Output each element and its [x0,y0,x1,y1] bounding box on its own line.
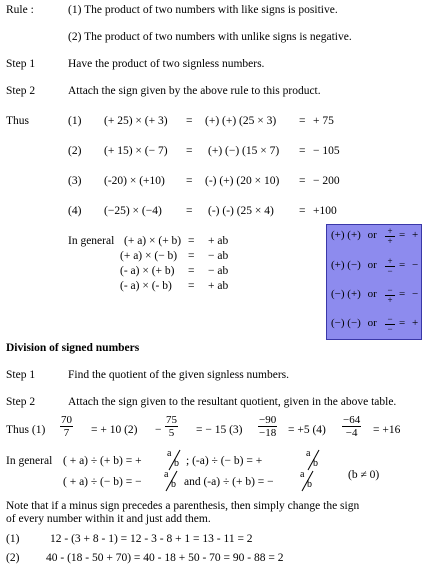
numerator: 70 [61,414,72,426]
example-signs: (-) (-) (25 × 4) [208,205,274,217]
example-expression: (+ 15) × (− 7) [104,145,168,157]
mult-step-1-label: Step 1 [6,58,36,70]
numerator: −64 [343,414,361,426]
example-result: − 105 [313,145,340,157]
sign-pair [331,230,377,241]
sign-pair [331,289,377,300]
general-label: In general [68,235,115,247]
denominator: −4 [342,426,361,439]
sign-result: + [412,317,419,329]
rule-2: (2) The product of two numbers with unlike signs is negative. [68,31,352,43]
general-result: + ab [208,280,229,292]
thus-label: Thus [6,115,29,127]
denominator: 7 [60,426,73,439]
sign-top: − [387,285,393,295]
division-rule: ( + a) ÷ (− b) = − [63,476,142,488]
fraction-denominator: b [174,458,179,469]
note-line-2: of every number within it and just add them. [6,513,211,525]
div-step-1-label: Step 1 [6,369,36,381]
fraction-denominator: b [313,458,318,469]
example-expression: (+ 25) × (+ 3) [104,115,168,127]
fraction-slash [306,449,322,471]
example-signs: (+) (−) (15 × 7) [208,145,280,157]
equals-sign: = [188,235,195,247]
sign-top: − [387,314,393,324]
example-result: + 75 [313,115,334,127]
equals-sign: = [188,265,195,277]
mult-step-2-label: Step 2 [6,85,36,97]
example-number: (2) [68,145,82,157]
denominator: −18 [259,427,277,439]
thus-label: Thus (1) [6,424,46,436]
numerator: −90 [259,414,277,426]
sign-bottom: − [385,266,395,276]
equals-sign: = [186,145,193,157]
div-step-2-label: Step 2 [6,396,36,408]
example-number: (1) [6,533,20,545]
fraction-denominator: b [171,479,176,490]
rule-1: (1) The product of two numbers with like signs is positive. [68,4,338,16]
equals-sign: = [186,175,193,187]
mult-step-1-text: Have the product of two signless numbers. [68,58,265,70]
equals-sign: = [299,175,306,187]
sign-pair-text: (−) (−) [331,317,361,329]
or-word: or [367,288,377,300]
equals-sign: = [299,205,306,217]
sign-pair-text: (−) (+) [331,288,361,300]
fraction-denominator: b [307,479,312,490]
quotient-result: = + 10 (2) [91,424,138,436]
example-result: +100 [313,205,337,217]
sign-bottom: − [385,324,395,334]
equals-sign: = [399,229,406,241]
equals-sign: = [399,288,406,300]
fraction [342,414,361,439]
sign-bottom: + [385,295,395,305]
sign-fraction [385,286,395,305]
example-expression: (−25) × (−4) [104,205,162,217]
division-rule: and (-a) ÷ (+ b) = − [184,476,274,488]
sign-result: − [412,259,419,271]
denominator: 5 [165,426,178,439]
example-expression: (-20) × (+10) [104,175,165,187]
example-result: − 200 [313,175,340,187]
general-expression: (+ a) × (− b) [120,250,178,262]
equals-sign: = [399,259,406,271]
example-number: (4) [68,205,82,217]
example-expression: 12 - (3 + 8 - 1) = 12 - 3 - 8 + 1 = 13 - 11 = 2 [50,533,253,545]
sign-fraction [385,257,395,276]
fraction-numerator: a [300,469,305,480]
example-signs: (-) (+) (20 × 10) [205,175,280,187]
or-word: or [367,229,377,241]
rule-label: Rule : [6,4,34,16]
sign-result: − [412,288,419,300]
fraction-numerator: a [167,448,172,459]
general-result: + ab [208,235,229,247]
sign-pair [331,260,377,271]
equals-sign: = [299,115,306,127]
fraction-slash [164,470,180,492]
example-number: (2) [6,552,20,564]
div-step-1-text: Find the quotient of the given signless numbers. [68,369,290,381]
example-number: (3) [68,175,82,187]
equals-sign: = [186,205,193,217]
sign-rule-box [326,224,422,340]
or-word: or [367,317,377,329]
sign-top: + [387,226,393,236]
equals-sign: = [186,115,193,127]
sign-pair [331,318,377,329]
sign-pair-text: (+) (−) [331,259,361,271]
general-expression: (- a) × (+ b) [120,265,175,277]
minus-sign: − [155,424,162,436]
general-expression: (+ a) × (+ b) [124,235,182,247]
fraction-slash [167,449,183,471]
or-word: or [367,259,377,271]
equals-sign: = [188,280,195,292]
sign-fraction [385,227,395,246]
fraction [165,414,178,439]
quotient-result: = +5 (4) [288,424,326,436]
example-signs: (+) (+) (25 × 3) [205,115,277,127]
division-heading: Division of signed numbers [6,342,140,354]
sign-pair-text: (+) (+) [331,229,361,241]
div-step-2-text: Attach the sign given to the resultant quotient, given in the above table. [68,396,397,408]
division-rule: ( + a) ÷ (+ b) = + [63,455,142,467]
sign-top: + [387,256,393,266]
fraction-numerator: a [164,469,169,480]
mult-step-2-text: Attach the sign given by the above rule to this product. [68,85,321,97]
division-rule: ; (-a) ÷ (− b) = + [186,455,263,467]
equals-sign: = [399,317,406,329]
fraction-numerator: a [306,448,311,459]
fraction [60,414,73,439]
sign-bottom: + [385,236,395,246]
fraction-slash [300,470,316,492]
general-result: − ab [208,250,229,262]
equals-sign: = [299,145,306,157]
quotient-result: = +16 [373,424,401,436]
quotient-result: = − 15 (3) [196,424,243,436]
sign-result: + [412,229,419,241]
general-expression: (- a) × (- b) [120,280,172,292]
fraction [258,414,277,439]
sign-fraction [385,315,395,334]
general-label: In general [6,455,53,467]
nonzero-condition: (b ≠ 0) [348,469,380,481]
numerator: 75 [166,414,177,426]
note-line-1: Note that if a minus sign precedes a parenthesis, then simply change the sign [6,500,360,512]
general-result: − ab [208,265,229,277]
example-number: (1) [68,115,82,127]
equals-sign: = [188,250,195,262]
example-expression: 40 - (18 - 50 + 70) = 40 - 18 + 50 - 70 = 90 - 88 = 2 [46,552,284,564]
